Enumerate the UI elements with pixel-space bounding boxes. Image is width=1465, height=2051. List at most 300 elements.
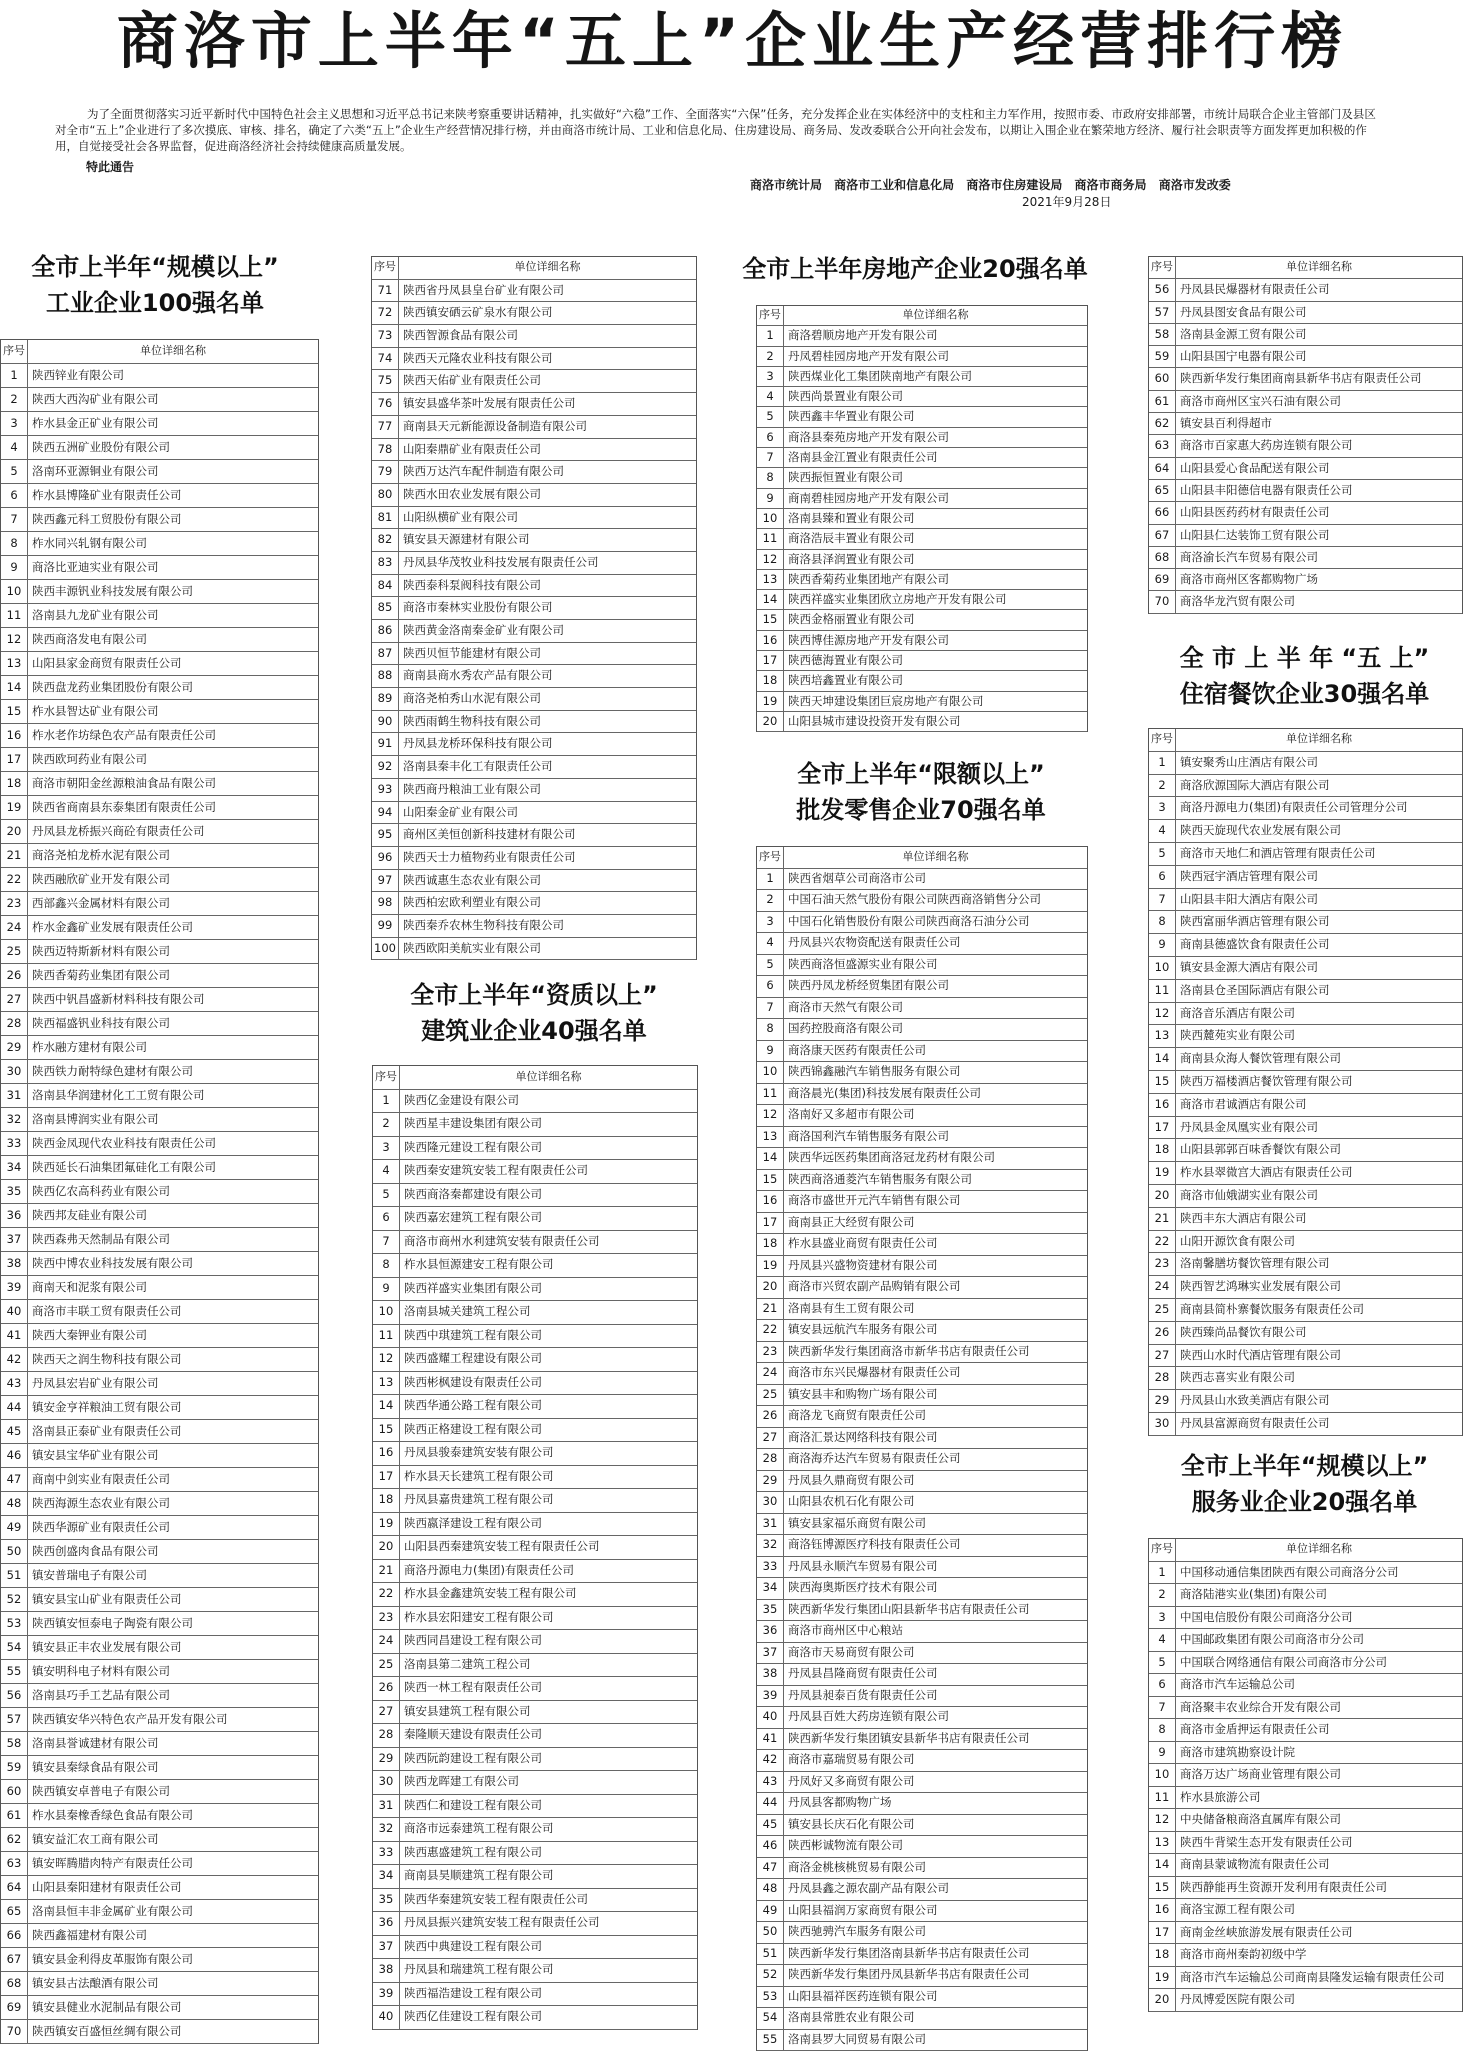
table-row <box>373 1466 697 1490</box>
rank-cell: 4 <box>757 933 784 954</box>
company-name-cell: 商洛市建筑勘察设计院 <box>1176 1742 1462 1764</box>
rank-cell: 80 <box>372 484 399 506</box>
rank-cell: 75 <box>372 370 399 392</box>
company-name-cell: 陕西华秦建筑安装工程有限责任公司 <box>400 1889 697 1912</box>
company-name-cell: 柞水县金鑫建筑安装工程有限公司 <box>400 1583 697 1606</box>
rank-cell: 70 <box>1149 591 1176 612</box>
company-name-cell: 陕西大秦钾业有限公司 <box>28 1324 318 1347</box>
table-row <box>1 1996 318 2020</box>
table-row <box>1 604 318 628</box>
company-name-cell: 陕西融欣矿业开发有限公司 <box>28 868 318 891</box>
header-number-cell: 序号 <box>757 306 784 325</box>
table-row <box>373 1513 697 1537</box>
company-name-cell: 商洛宝源工程有限公司 <box>1176 1899 1462 1921</box>
table-row <box>1149 1025 1462 1048</box>
header-name-cell: 单位详细名称 <box>1176 729 1462 751</box>
company-name-cell: 陕西一林工程有限责任公司 <box>400 1677 697 1700</box>
company-name-cell: 丹凤县山水致美酒店有限公司 <box>1176 1390 1462 1412</box>
table-row <box>1 1756 318 1780</box>
company-name-cell: 陕西黄金洛南秦金矿业有限公司 <box>399 620 696 642</box>
table-row <box>1149 934 1462 957</box>
rank-cell: 28 <box>1 1012 28 1035</box>
company-name-cell: 商洛市兴贸农副产品购销有限公司 <box>784 1277 1087 1298</box>
company-name-cell: 商洛音乐酒店有限公司 <box>1176 1003 1462 1025</box>
table-row <box>1 1684 318 1708</box>
realestate-list <box>756 305 1088 732</box>
header-number-cell: 序号 <box>1 340 28 363</box>
table-row <box>1 700 318 724</box>
table-row <box>1 2020 318 2044</box>
rank-cell: 96 <box>372 847 399 869</box>
rank-cell: 23 <box>1149 1253 1176 1275</box>
rank-cell: 41 <box>757 1729 784 1750</box>
company-name-cell: 陕西邦友硅业有限公司 <box>28 1204 318 1227</box>
rank-cell: 21 <box>757 1299 784 1320</box>
company-name-cell: 商州区美恒创新科技建材有限公司 <box>399 824 696 846</box>
rank-cell: 20 <box>1 820 28 843</box>
rank-cell: 48 <box>1 1492 28 1515</box>
table-row <box>373 1701 697 1725</box>
table-row <box>757 407 1087 427</box>
company-name-cell: 陕西中钒昌盛新材料科技有限公司 <box>28 988 318 1011</box>
table-row <box>757 1320 1087 1342</box>
rank-cell: 15 <box>373 1419 400 1442</box>
table-row <box>757 1471 1087 1493</box>
rank-cell: 1 <box>1 364 28 387</box>
rank-cell: 63 <box>1 1852 28 1875</box>
rank-cell: 85 <box>372 597 399 619</box>
retail-title-line1: 全市上半年“限额以上” <box>756 756 1086 792</box>
rank-cell: 53 <box>1 1612 28 1635</box>
table-row <box>757 1299 1087 1321</box>
rank-cell: 29 <box>1 1036 28 1059</box>
rank-cell: 69 <box>1149 569 1176 590</box>
table-row <box>1149 368 1462 390</box>
rank-cell: 12 <box>757 1105 784 1126</box>
company-name-cell: 洛南县巧手工艺品有限公司 <box>28 1684 318 1707</box>
rank-cell: 5 <box>1149 843 1176 865</box>
company-name-cell: 镇安县丰和购物广场有限公司 <box>784 1385 1087 1406</box>
company-name-cell: 商洛市远泰建筑工程有限公司 <box>400 1818 697 1841</box>
rank-cell: 5 <box>1149 1652 1176 1674</box>
company-name-cell: 山阳县郭郭百味香餐饮有限公司 <box>1176 1139 1462 1161</box>
company-name-cell: 商洛金桃核桃贸易有限公司 <box>784 1858 1087 1879</box>
table-row <box>1149 957 1462 980</box>
company-name-cell: 陕西盛耀工程建设有限公司 <box>400 1348 697 1371</box>
rank-cell: 53 <box>757 1987 784 2008</box>
company-name-cell: 镇安县宝华矿业有限公司 <box>28 1444 318 1467</box>
table-row <box>1 460 318 484</box>
table-row <box>1 1348 318 1372</box>
table-row <box>373 1160 697 1184</box>
table-row <box>757 1535 1087 1557</box>
company-name-cell: 商南县正大经贸有限公司 <box>784 1213 1087 1234</box>
company-name-cell: 陕西驰骋汽车服务有限公司 <box>784 1922 1087 1943</box>
company-name-cell: 国药控股商洛有限公司 <box>784 1019 1087 1040</box>
header-name-cell: 单位详细名称 <box>399 257 696 279</box>
company-name-cell: 陕西振恒置业有限公司 <box>784 468 1087 487</box>
rank-cell: 37 <box>1 1228 28 1251</box>
rank-cell: 14 <box>1149 1854 1176 1876</box>
rank-cell: 1 <box>757 326 784 345</box>
table-row <box>1 364 318 388</box>
rank-cell: 64 <box>1 1876 28 1899</box>
rank-cell: 95 <box>372 824 399 846</box>
company-name-cell: 陕西同昌建设工程有限公司 <box>400 1630 697 1653</box>
service-list <box>1148 1538 1463 2012</box>
company-name-cell: 陕西商丹粮油工业有限公司 <box>399 779 696 801</box>
rank-cell: 34 <box>373 1865 400 1888</box>
company-name-cell: 镇安县秦绿食品有限公司 <box>28 1756 318 1779</box>
rank-cell: 47 <box>1 1468 28 1491</box>
company-name-cell: 陕西镇安硒云矿泉水有限公司 <box>399 302 696 324</box>
company-name-cell: 陕西商洛发电有限公司 <box>28 628 318 651</box>
rank-cell: 88 <box>372 665 399 687</box>
rank-cell: 10 <box>757 1062 784 1083</box>
industry-list-part2 <box>371 256 697 960</box>
rank-cell: 35 <box>1 1180 28 1203</box>
company-name-cell: 陕西志喜实业有限公司 <box>1176 1367 1462 1389</box>
company-name-cell: 镇安聚秀山庄酒店有限公司 <box>1176 752 1462 774</box>
rank-cell: 40 <box>373 2006 400 2029</box>
company-name-cell: 陕西天士力植物药业有限责任公司 <box>399 847 696 869</box>
table-row <box>757 1385 1087 1407</box>
rank-cell: 34 <box>757 1578 784 1599</box>
company-name-cell: 丹凤县客都购物广场 <box>784 1793 1087 1814</box>
header-name-cell: 单位详细名称 <box>1176 257 1462 278</box>
table-row <box>1149 889 1462 912</box>
table-row <box>1149 1697 1462 1720</box>
company-name-cell: 山阳秦鼎矿业有限责任公司 <box>399 439 696 461</box>
company-name-cell: 商洛市朝阳金丝源粮油食品有限公司 <box>28 772 318 795</box>
rank-cell: 3 <box>373 1137 400 1160</box>
table-row <box>372 620 696 643</box>
table-row <box>1 940 318 964</box>
company-name-cell: 陕西天之润生物科技有限公司 <box>28 1348 318 1371</box>
rank-cell: 30 <box>1 1060 28 1083</box>
company-name-cell: 陕西山水时代酒店管理有限公司 <box>1176 1345 1462 1367</box>
table-header <box>757 306 1087 326</box>
table-row <box>757 550 1087 570</box>
rank-cell: 40 <box>1 1300 28 1323</box>
company-name-cell: 陕西祥盛实业集团有限公司 <box>400 1278 697 1301</box>
table-row <box>757 610 1087 630</box>
rank-cell: 2 <box>1149 1584 1176 1606</box>
table-row <box>757 1815 1087 1837</box>
rank-cell: 7 <box>757 998 784 1019</box>
realestate-title-line1: 全市上半年房地产企业20强名单 <box>735 251 1095 287</box>
rank-cell: 71 <box>372 280 399 302</box>
table-row <box>1 628 318 652</box>
rank-cell: 10 <box>1 580 28 603</box>
company-name-cell: 陕西静能再生资源开发利用有限责任公司 <box>1176 1877 1462 1899</box>
company-name-cell: 镇安益汇农工商有限公司 <box>28 1828 318 1851</box>
company-name-cell: 陕西省丹凤县皇台矿业有限公司 <box>399 280 696 302</box>
company-name-cell: 中国联合网络通信有限公司商洛市分公司 <box>1176 1652 1462 1674</box>
company-name-cell: 陕西智源食品有限公司 <box>399 325 696 347</box>
company-name-cell: 陕西华远医药集团商洛冠龙药材有限公司 <box>784 1148 1087 1169</box>
company-name-cell: 陕西智艺鸿琳实业发展有限公司 <box>1176 1276 1462 1298</box>
publish-date: 2021年9月28日 <box>1022 193 1111 210</box>
table-row <box>1 1180 318 1204</box>
table-row <box>757 1492 1087 1514</box>
company-name-cell: 陕西盘龙药业集团股份有限公司 <box>28 676 318 699</box>
company-name-cell: 陕西牛背梁生态开发有限责任公司 <box>1176 1832 1462 1854</box>
table-row <box>1 796 318 820</box>
header-number-cell: 序号 <box>1149 257 1176 278</box>
rank-cell: 5 <box>1 460 28 483</box>
table-row <box>757 1105 1087 1127</box>
table-header <box>373 1066 697 1090</box>
company-name-cell: 陕西龙晖建工有限公司 <box>400 1771 697 1794</box>
table-row <box>757 1428 1087 1450</box>
table-row <box>1 1948 318 1972</box>
table-row <box>1 1564 318 1588</box>
rank-cell: 36 <box>757 1621 784 1642</box>
page-title: 商洛市上半年“五上”企业生产经营排行榜 <box>0 6 1465 78</box>
table-row <box>373 1395 697 1419</box>
company-name-cell: 陕西香菊药业集团地产有限公司 <box>784 570 1087 589</box>
rank-cell: 17 <box>757 1213 784 1234</box>
company-name-cell: 陕西煤业化工集团陕南地产有限公司 <box>784 367 1087 386</box>
table-row <box>1149 1899 1462 1922</box>
table-row <box>757 1514 1087 1536</box>
table-row <box>1 1108 318 1132</box>
company-name-cell: 陕西鑫福建材有限公司 <box>28 1924 318 1947</box>
header-name-cell: 单位详细名称 <box>1176 1539 1462 1561</box>
table-row <box>373 1959 697 1983</box>
table-row <box>757 2030 1087 2051</box>
table-row <box>757 1213 1087 1235</box>
rank-cell: 2 <box>757 890 784 911</box>
rank-cell: 27 <box>757 1428 784 1449</box>
rank-cell: 9 <box>1149 1742 1176 1764</box>
table-row <box>757 890 1087 912</box>
rank-cell: 2 <box>1 388 28 411</box>
table-row <box>1 1276 318 1300</box>
company-name-cell: 商洛市商州区宝兴石油有限公司 <box>1176 391 1462 412</box>
table-row <box>757 1987 1087 2009</box>
company-name-cell: 柞水县旅游公司 <box>1176 1787 1462 1809</box>
company-name-cell: 洛南环亚源铜业有限公司 <box>28 460 318 483</box>
rank-cell: 98 <box>372 892 399 914</box>
table-row <box>757 671 1087 691</box>
table-row <box>1149 391 1462 413</box>
company-name-cell: 商南碧桂园房地产开发有限公司 <box>784 489 1087 508</box>
table-row <box>1149 1719 1462 1742</box>
table-row <box>373 1560 697 1584</box>
company-name-cell: 秦隆顺天建设有限责任公司 <box>400 1724 697 1747</box>
company-name-cell: 丹凤县鑫之源农副产品有限公司 <box>784 1879 1087 1900</box>
company-name-cell: 丹凤县民爆器材有限责任公司 <box>1176 279 1462 300</box>
table-row <box>372 847 696 870</box>
rank-cell: 97 <box>372 870 399 892</box>
table-row <box>1149 1367 1462 1390</box>
table-row <box>1 772 318 796</box>
company-name-cell: 陕西亿金建设有限公司 <box>400 1090 697 1113</box>
table-row <box>757 1772 1087 1794</box>
rank-cell: 57 <box>1149 302 1176 323</box>
rank-cell: 29 <box>757 1471 784 1492</box>
company-name-cell: 陕西正格建设工程有限公司 <box>400 1419 697 1442</box>
header-number-cell: 序号 <box>372 257 399 279</box>
rank-cell: 16 <box>1149 1899 1176 1921</box>
rank-cell: 22 <box>373 1583 400 1606</box>
table-row <box>1 1084 318 1108</box>
company-name-cell: 陕西商洛恒盛源实业有限公司 <box>784 955 1087 976</box>
rank-cell: 21 <box>373 1560 400 1583</box>
company-name-cell: 陕西华通公路工程有限公司 <box>400 1395 697 1418</box>
rank-cell: 26 <box>1149 1322 1176 1344</box>
table-row <box>373 1442 697 1466</box>
table-row <box>1149 1584 1462 1607</box>
rank-cell: 14 <box>1149 1048 1176 1070</box>
company-name-cell: 陕西冠宇酒店管理有限公司 <box>1176 866 1462 888</box>
table-row <box>373 1677 697 1701</box>
rank-cell: 73 <box>372 325 399 347</box>
rank-cell: 12 <box>1149 1809 1176 1831</box>
table-row <box>1 436 318 460</box>
company-name-cell: 镇安县百利得超市 <box>1176 413 1462 434</box>
rank-cell: 65 <box>1 1900 28 1923</box>
company-name-cell: 陕西臻尚品餐饮有限公司 <box>1176 1322 1462 1344</box>
company-name-cell: 山阳县农机石化有限公司 <box>784 1492 1087 1513</box>
table-row <box>1 1780 318 1804</box>
rank-cell: 28 <box>757 1449 784 1470</box>
company-name-cell: 陕西隆元建设工程有限公司 <box>400 1137 697 1160</box>
table-row <box>373 1912 697 1936</box>
table-row <box>1 1060 318 1084</box>
table-row <box>373 1231 697 1255</box>
table-row <box>1 580 318 604</box>
rank-cell: 54 <box>1 1636 28 1659</box>
construction-title-line2: 建筑业企业40强名单 <box>372 1013 696 1049</box>
table-row <box>1149 1809 1462 1832</box>
rank-cell: 50 <box>1 1540 28 1563</box>
rank-cell: 11 <box>373 1325 400 1348</box>
rank-cell: 89 <box>372 688 399 710</box>
table-row <box>373 1889 697 1913</box>
table-row <box>1149 752 1462 775</box>
company-name-cell: 商洛聚丰农业综合开发有限公司 <box>1176 1697 1462 1719</box>
rank-cell: 31 <box>373 1795 400 1818</box>
company-name-cell: 陕西星丰建设集团有限公司 <box>400 1113 697 1136</box>
rank-cell: 16 <box>757 631 784 650</box>
company-name-cell: 商洛市天然气有限公司 <box>784 998 1087 1019</box>
table-row <box>1149 547 1462 569</box>
rank-cell: 64 <box>1149 458 1176 479</box>
table-row <box>1 1444 318 1468</box>
rank-cell: 66 <box>1149 502 1176 523</box>
company-name-cell: 商洛市天地仁和酒店管理有限责任公司 <box>1176 843 1462 865</box>
rank-cell: 54 <box>757 2008 784 2029</box>
company-name-cell: 陕西万达汽车配件制造有限公司 <box>399 461 696 483</box>
rank-cell: 2 <box>757 347 784 366</box>
company-name-cell: 商洛市汽车运输总公司商南县隆发运输有限责任公司 <box>1176 1967 1462 1989</box>
rank-cell: 34 <box>1 1156 28 1179</box>
company-name-cell: 陕西镇安百盛恒丝绸有限公司 <box>28 2020 318 2043</box>
company-name-cell: 陕西水田农业发展有限公司 <box>399 484 696 506</box>
table-row <box>757 1127 1087 1149</box>
table-row <box>1149 1322 1462 1345</box>
rank-cell: 18 <box>1149 1944 1176 1966</box>
rank-cell: 1 <box>373 1090 400 1113</box>
company-name-cell: 陕西天旋现代农业发展有限公司 <box>1176 820 1462 842</box>
table-row <box>1 1636 318 1660</box>
table-row <box>372 756 696 779</box>
rank-cell: 61 <box>1149 391 1176 412</box>
table-row <box>373 1372 697 1396</box>
table-row <box>373 1325 697 1349</box>
rank-cell: 37 <box>373 1936 400 1959</box>
table-row <box>1149 1877 1462 1900</box>
rank-cell: 25 <box>1 940 28 963</box>
company-name-cell: 洛南县有生工贸有限公司 <box>784 1299 1087 1320</box>
table-row <box>1 1708 318 1732</box>
rank-cell: 7 <box>1 508 28 531</box>
company-name-cell: 商洛海乔达汽车贸易有限责任公司 <box>784 1449 1087 1470</box>
table-row <box>757 1084 1087 1106</box>
rank-cell: 13 <box>1 652 28 675</box>
table-row <box>1149 1562 1462 1585</box>
company-name-cell: 柞水县秦橡香绿色食品有限公司 <box>28 1804 318 1827</box>
rank-cell: 12 <box>757 550 784 569</box>
table-row <box>373 1254 697 1278</box>
table-row <box>757 590 1087 610</box>
rank-cell: 28 <box>373 1724 400 1747</box>
company-name-cell: 山阳县福润万家商贸有限公司 <box>784 1901 1087 1922</box>
table-row <box>1 388 318 412</box>
table-row <box>1 1588 318 1612</box>
company-name-cell: 陕西彬枫建设有限责任公司 <box>400 1372 697 1395</box>
table-row <box>372 688 696 711</box>
rank-cell: 16 <box>373 1442 400 1465</box>
table-row <box>1 1420 318 1444</box>
construction-section-title <box>372 977 696 1049</box>
company-name-cell: 山阳县秦阳建材有限责任公司 <box>28 1876 318 1899</box>
company-name-cell: 丹凤县永顺汽车贸易有限公司 <box>784 1557 1087 1578</box>
company-name-cell: 山阳秦金矿业有限公司 <box>399 802 696 824</box>
rank-cell: 4 <box>1149 820 1176 842</box>
construction-title-line1: 全市上半年“资质以上” <box>372 977 696 1013</box>
table-row <box>373 1301 697 1325</box>
company-name-cell: 商洛县秦苑房地产开发有限公司 <box>784 428 1087 447</box>
rank-cell: 6 <box>757 428 784 447</box>
table-row <box>1149 324 1462 346</box>
header-number-cell: 序号 <box>1149 1539 1176 1561</box>
company-name-cell: 商洛万达广场商业管理有限公司 <box>1176 1764 1462 1786</box>
company-name-cell: 商洛陆港实业(集团)有限公司 <box>1176 1584 1462 1606</box>
rank-cell: 18 <box>373 1489 400 1512</box>
company-name-cell: 陕西祥盛实业集团欣立房地产开发有限公司 <box>784 590 1087 609</box>
rank-cell: 46 <box>1 1444 28 1467</box>
company-name-cell: 陕西延长石油集团氟硅化工有限公司 <box>28 1156 318 1179</box>
rank-cell: 86 <box>372 620 399 642</box>
header-name-cell: 单位详细名称 <box>784 847 1087 868</box>
table-row <box>1149 1208 1462 1231</box>
table-row <box>1 1300 318 1324</box>
company-name-cell: 洛南县正泰矿业有限责任公司 <box>28 1420 318 1443</box>
company-name-cell: 洛南县仓圣国际酒店有限公司 <box>1176 980 1462 1002</box>
rank-cell: 84 <box>372 575 399 597</box>
table-row <box>1149 797 1462 820</box>
rank-cell: 59 <box>1 1756 28 1779</box>
rank-cell: 39 <box>1 1276 28 1299</box>
company-name-cell: 商南天和泥浆有限公司 <box>28 1276 318 1299</box>
rank-cell: 6 <box>1 484 28 507</box>
company-name-cell: 柞水融方建材有限公司 <box>28 1036 318 1059</box>
table-row <box>757 651 1087 671</box>
